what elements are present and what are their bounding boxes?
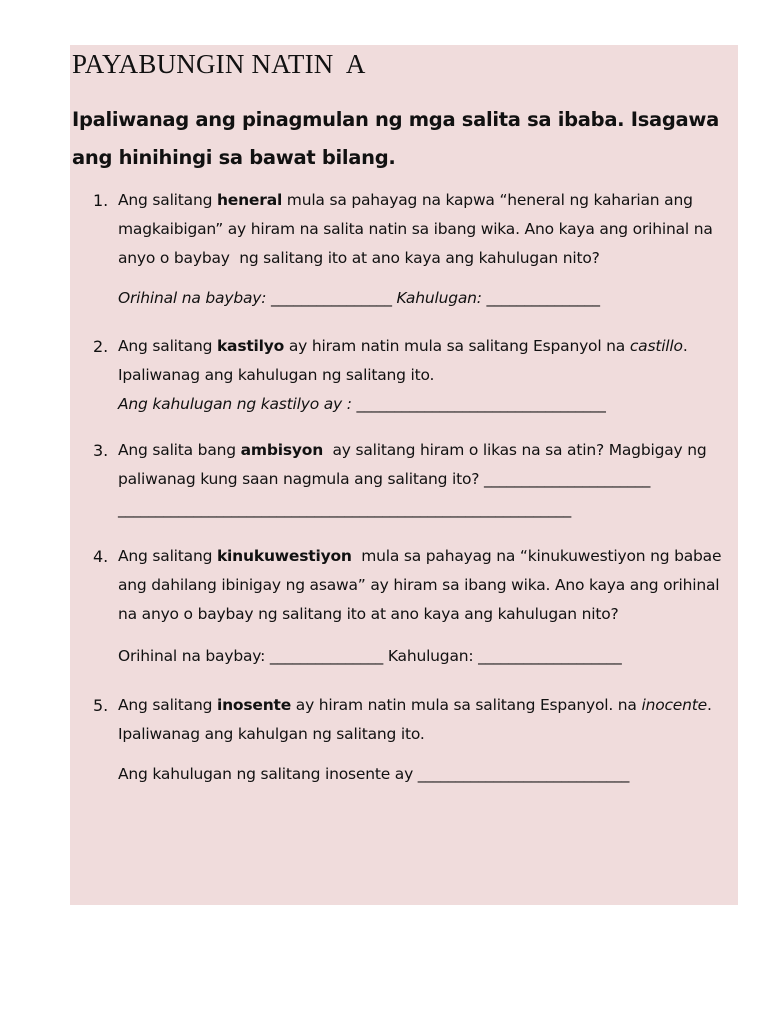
- item-1-line-1: [118, 191, 693, 209]
- key-word: kastilyo: [216, 337, 285, 355]
- text-segment: Ang salitang: [118, 547, 217, 565]
- instructions: Ipaliwanag ang pinagmulan ng mga salita sa ibaba. Isagawa ang hinihingi sa bawat bilang.: [72, 108, 719, 169]
- text-segment: Ang salitang: [118, 696, 217, 714]
- item-number: 5.: [93, 696, 109, 715]
- key-word: ambisyon: [240, 441, 324, 459]
- answer-line: Orihinal na baybay: ________________ Kahulugan: _______________: [118, 289, 600, 307]
- item-4-line-1: [118, 547, 721, 565]
- item-1-line-3: anyo o baybay ng salitang ito at ano kaya ang kahulugan nito?: [118, 249, 600, 267]
- item-2-line-2: Ipaliwanag ang kahulugan ng salitang ito.: [118, 366, 435, 384]
- text-segment: ay salitang hiram o likas na sa atin? Magbigay ng: [323, 441, 707, 459]
- item-5-line-2: Ipaliwanag ang kahulgan ng salitang ito.: [118, 725, 425, 743]
- worksheet-title: PAYABUNGIN NATIN A: [72, 49, 366, 79]
- item-3-line-1: [118, 441, 706, 459]
- item-4-line-3: na anyo o baybay ng salitang ito at ano kaya ang kahulugan nito?: [118, 605, 619, 623]
- item-number: 3.: [93, 441, 109, 460]
- item-2-line-1: [118, 337, 688, 355]
- text-segment: ay hiram natin mula sa salitang Espanyol na: [284, 337, 630, 355]
- answer-line: Ang kahulugan ng salitang inosente ay ____________________________: [118, 765, 630, 783]
- key-word: kinukuwestiyon: [216, 547, 352, 565]
- item-3-line-2: paliwanag kung saan nagmula ang salitang ito? ______________________: [118, 470, 651, 488]
- text-segment: mula sa pahayag na “kinukuwestiyon ng babae: [351, 547, 722, 565]
- key-word: heneral: [216, 191, 283, 209]
- text-segment: Ang salita bang: [118, 441, 241, 459]
- answer-line: Ang kahulugan ng kastilyo ay : _________________________________: [118, 395, 606, 413]
- key-word: inosente: [216, 696, 292, 714]
- item-number: 2.: [93, 337, 109, 356]
- item-3-line-3: ____________________________________________________________: [118, 500, 572, 518]
- text-segment: .: [682, 337, 688, 355]
- item-number: 4.: [93, 547, 109, 566]
- text-segment: Ang salitang: [118, 191, 217, 209]
- item-number: 1.: [93, 191, 109, 210]
- item-5-line-1: [118, 696, 712, 714]
- item-1-line-2: magkaibigan” ay hiram na salita natin sa ibang wika. Ano kaya ang orihinal na: [118, 220, 713, 238]
- origin-word: castillo: [629, 337, 683, 355]
- answer-line: Orihinal na baybay: _______________ Kahulugan: ___________________: [118, 647, 622, 665]
- origin-word: inocente: [641, 696, 707, 714]
- text-segment: ay hiram natin mula sa salitang Espanyol. na: [291, 696, 642, 714]
- text-segment: .: [706, 696, 712, 714]
- text-segment: mula sa pahayag na kapwa “heneral ng kaharian ang: [282, 191, 693, 209]
- item-4-line-2: ang dahilang ibinigay ng asawa” ay hiram sa ibang wika. Ano kaya ang orihinal: [118, 576, 720, 594]
- text-segment: Ang salitang: [118, 337, 217, 355]
